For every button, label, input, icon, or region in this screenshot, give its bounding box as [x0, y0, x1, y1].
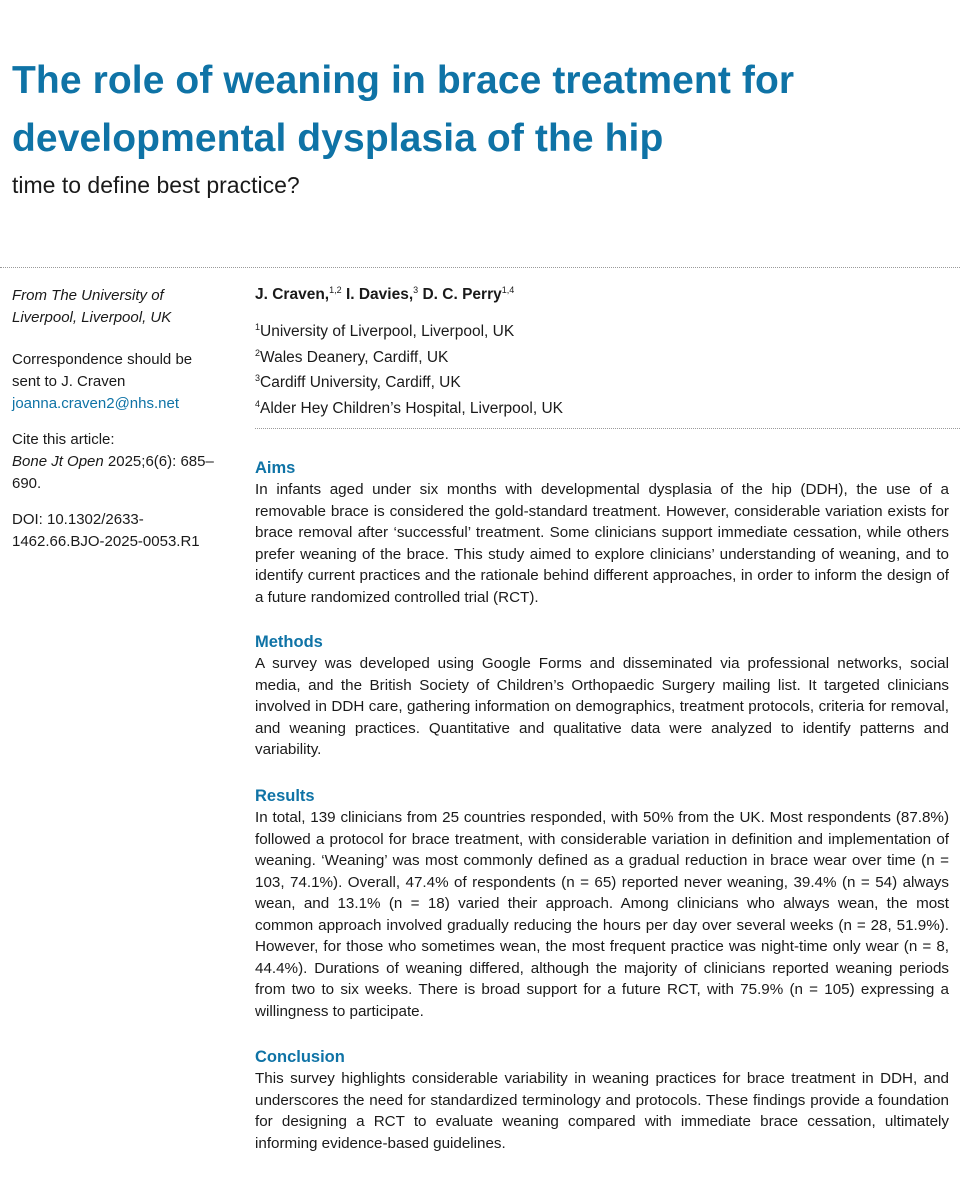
author-affiliation-number: 1,4	[501, 285, 515, 295]
affiliation-item	[255, 394, 563, 420]
author-affiliation-number: 1,2	[329, 285, 342, 295]
author-name: D. C. Perry	[422, 286, 502, 304]
aims-body: In infants aged under six months with developmental dysplasia of the hip (DDH), the use of a removable brace is considered the gold-standard treatment. However, considerable variation exists for brace removal after ‘successful’ treatment. Some clinicians support immediate cessation, while others prefer weaning of the brace. This study aimed to explore clinicians’ understanding of weaning, and to identify current practices and the rationale behind different approaches, in order to inform the design of a future randomized controlled trial (RCT).	[255, 481, 949, 606]
results-heading: Results	[255, 787, 315, 805]
conclusion-heading: Conclusion	[255, 1048, 345, 1066]
affiliation-number: 3	[255, 373, 261, 384]
article-sidebar	[12, 285, 222, 553]
results-body: In total, 139 clinicians from 25 countries responded, with 50% from the UK. Most respondents (87.8%) followed a protocol for brace treatment, with considerable variation in definition and implementation of weaning. ‘Weaning’ was most commonly defined as a gradual reduction in brace wear over time (n = 103, 74.1%). Overall, 47.4% of respondents (n = 65) reported never weaning, 39.4% (n = 54) always wean, and 13.1% (n = 18) varied their approach. Among clinicians who always wean, the most common approach involved gradually reducing the hours per day over several weeks (n = 28, 51.9%). However, for those who sometimes wean, the most frequent practice was night-time only wear (n = 8, 44.4%). Durations of weaning differed, although the majority of clinicians reported weaning periods from two to six weeks. There is broad support for a future RCT, with 75.9% (n = 105) expressing a willingness to participate.	[255, 809, 949, 1020]
methods-body: A survey was developed using Google Forms and disseminated via professional networks, social media, and the British Society of Children’s Orthopaedic Surgery mailing list. It targeted clinicians involved in DDH care, gathering information on demographics, treatment protocols, criteria for removal, and weaning practices. Quantitative and qualitative data were analyzed to identify patterns and variability.	[255, 655, 949, 758]
author-name: J. Craven,	[255, 286, 330, 304]
author-name: I. Davies,	[345, 286, 414, 304]
article-subtitle: time to define best practice?	[12, 172, 300, 198]
citation-details: 2025;6(6): 685–690.	[12, 453, 214, 492]
author-list	[255, 285, 514, 304]
correspondence-text: Correspondence should be sent to J. Craven	[12, 351, 193, 390]
header-divider	[0, 267, 960, 268]
affiliation-number: 2	[255, 347, 261, 358]
affiliation-item	[255, 317, 563, 343]
affiliation-text: Wales Deanery, Cardiff, UK	[260, 348, 449, 366]
author-affiliation-number: 3	[413, 285, 419, 295]
affiliation-item	[255, 368, 563, 394]
aims-section	[255, 458, 949, 608]
citation-note	[12, 429, 222, 495]
citation-label: Cite this article:	[12, 431, 115, 448]
affiliation-text: University of Liverpool, Liverpool, UK	[260, 323, 515, 341]
results-section	[255, 786, 949, 1022]
citation-journal: Bone Jt Open	[12, 453, 104, 470]
affiliation-text: Cardiff University, Cardiff, UK	[260, 374, 461, 392]
article-title: The role of weaning in brace treatment for developmental dysplasia of the hip	[12, 59, 795, 160]
affiliation-text: Alder Hey Children’s Hospital, Liverpool, UK	[260, 400, 563, 418]
correspondence-email-link[interactable]: joanna.craven2@nhs.net	[12, 395, 180, 412]
aims-heading: Aims	[255, 459, 296, 477]
abstract-divider	[255, 428, 960, 429]
affiliation-item	[255, 343, 563, 369]
institution-note: From The University of Liverpool, Liverpool, UK	[12, 287, 172, 326]
conclusion-section	[255, 1047, 949, 1154]
methods-section	[255, 632, 949, 761]
affiliation-number: 1	[255, 322, 261, 332]
methods-heading: Methods	[255, 633, 323, 651]
affiliation-list	[255, 317, 563, 420]
doi-note: DOI: 10.1302/2633-1462.66.BJO-2025-0053.R1	[12, 511, 200, 550]
correspondence-note	[12, 349, 222, 415]
affiliation-number: 4	[255, 398, 261, 409]
conclusion-body: This survey highlights considerable variability in weaning practices for brace treatment in DDH, and underscores the need for standardized terminology and protocols. These findings provide a foundation for designing a RCT to evaluate weaning compared with immediate brace cessation, ultimately informing evidence-based guidelines.	[255, 1070, 949, 1152]
